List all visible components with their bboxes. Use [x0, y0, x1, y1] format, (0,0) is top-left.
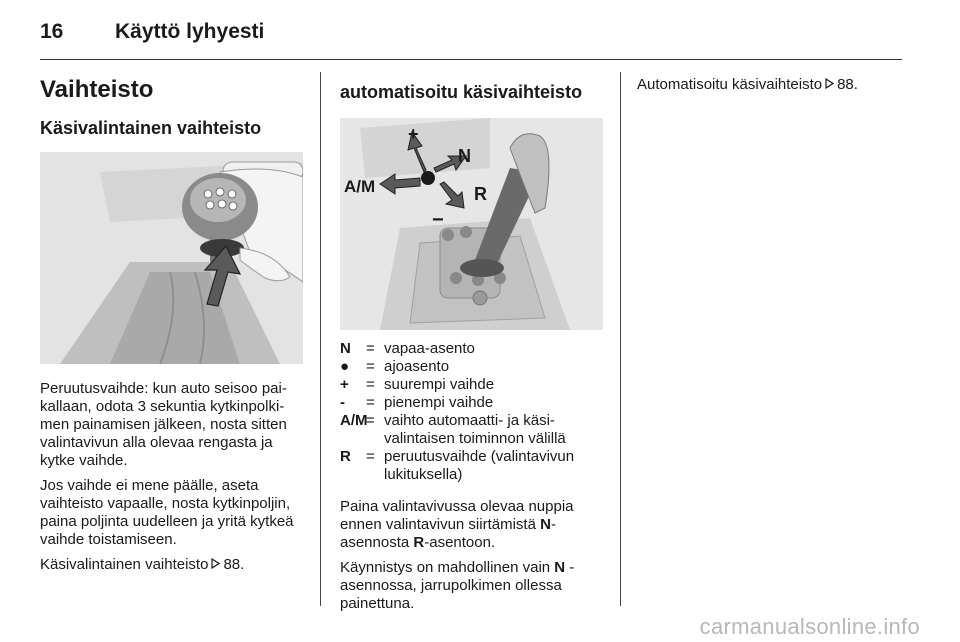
- legend-symbol: -: [340, 394, 345, 411]
- minus-label: −: [432, 209, 444, 231]
- legend-row: [340, 412, 605, 448]
- am-label: A/M: [344, 177, 376, 196]
- knob-instruction-text: [340, 498, 605, 552]
- triangle-right-icon: [211, 556, 220, 574]
- running-title: Käyttö lyhyesti: [115, 20, 265, 43]
- manual-gear-lever-illustration: [40, 152, 303, 364]
- cross-reference-page: 88.: [223, 556, 245, 573]
- page-number: 16: [40, 20, 64, 43]
- text-run: -asennosta: [340, 516, 556, 551]
- column-manual-gearbox: [40, 72, 305, 581]
- column-reference: [637, 72, 917, 101]
- legend-description: peruutusvaihde (valintavivun lukituksella): [384, 448, 575, 483]
- column-divider: [620, 72, 621, 606]
- site-watermark: carmanualsonline.info: [699, 614, 920, 639]
- legend-symbol: ●: [340, 358, 350, 375]
- gear-lever-drawing: [40, 152, 303, 364]
- text-run: Käynnistys on mahdollinen vain: [340, 559, 555, 576]
- text-run-bold: R: [413, 534, 425, 551]
- legend-equals: =: [366, 448, 375, 465]
- cross-reference-text: Käsivalintainen vaihteisto: [40, 556, 209, 573]
- legend-symbol: +: [340, 376, 349, 393]
- header-rule: [40, 59, 902, 60]
- legend-description: pienempi vaihde: [384, 394, 494, 411]
- legend-symbol: R: [340, 448, 351, 465]
- subsection-heading: Käsivalintainen vaihteisto: [40, 118, 262, 138]
- text-run: -asennossa, jarrupolkimen ollessa painettuna.: [340, 559, 575, 612]
- subsection-heading: automatisoitu käsivaihteisto: [340, 82, 583, 102]
- column-divider: [320, 72, 321, 606]
- legend-symbol: A/M: [340, 412, 368, 429]
- legend-equals: =: [366, 340, 375, 357]
- legend-equals: =: [366, 394, 375, 411]
- cross-reference-page: 88.: [837, 76, 858, 93]
- triangle-right-icon: [825, 76, 834, 94]
- gear-retry-text: Jos vaihde ei mene päälle, aseta vaihteisto vapaalle, nosta kytkinpoljin, paina poljinta uudelleen ja yritä kytkeä vaihde toistamiseen.: [40, 477, 294, 548]
- start-condition-text: [340, 559, 605, 613]
- legend-description: vapaa-asento: [384, 340, 475, 357]
- automated-gear-selector-illustration: [340, 118, 603, 330]
- cross-reference-text: Automatisoitu käsivaihteisto: [637, 76, 823, 93]
- text-run-bold: N: [540, 516, 551, 533]
- legend-description: vaihto automaatti- ja käsivalintaisen toiminnon välillä: [384, 412, 566, 447]
- selector-legend: [340, 340, 605, 484]
- legend-equals: =: [366, 358, 375, 375]
- legend-row: [340, 358, 605, 376]
- plus-label: +: [408, 124, 419, 144]
- text-run: Paina valintavivussa olevaa nuppia ennen valintavivun siirtämistä: [340, 498, 574, 533]
- legend-equals: =: [366, 412, 375, 429]
- legend-row: [340, 376, 605, 394]
- gear-selector-drawing: [340, 118, 603, 330]
- n-label: N: [458, 146, 471, 166]
- cross-reference: [637, 76, 917, 94]
- legend-description: suurempi vaihde: [384, 376, 495, 393]
- text-run-bold: N: [554, 559, 566, 576]
- cross-reference: [40, 556, 305, 574]
- text-run: -asentoon.: [424, 534, 496, 551]
- legend-symbol: N: [340, 340, 351, 357]
- reverse-gear-text: Peruutusvaihde: kun auto seisoo paikallaan, odota 3 sekuntia kytkinpolkimen painamisen jälkeen, nosta sitten valintavivun alla olevaa rengasta ja kytke vaihde.: [40, 380, 287, 469]
- column-automated-gearbox: [340, 72, 605, 620]
- r-label: R: [474, 184, 487, 204]
- section-heading: Vaihteisto: [40, 76, 154, 103]
- page-header: [40, 20, 920, 60]
- legend-equals: =: [366, 376, 375, 393]
- legend-row: [340, 340, 605, 358]
- legend-row: [340, 394, 605, 412]
- legend-description: ajoasento: [384, 358, 450, 375]
- legend-row: [340, 448, 605, 484]
